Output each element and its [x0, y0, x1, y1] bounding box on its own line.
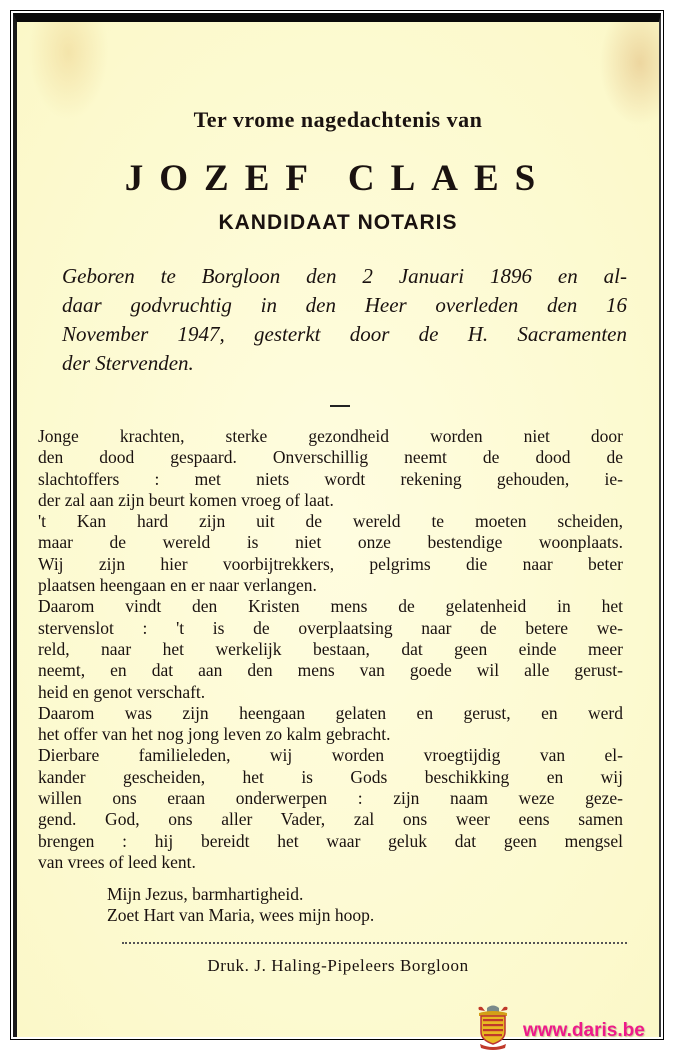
- body-line: Daarom vindt den Kristen mens de gelatenheid in het: [38, 596, 623, 617]
- bio-line: der Stervenden.: [62, 351, 194, 375]
- bio-line: November 1947, gesterkt door de H. Sacramenten: [62, 322, 627, 346]
- printer-credit: Druk. J. Haling-Pipeleers Borgloon: [207, 956, 469, 975]
- body-line: Jonge krachten, sterke gezondheid worden niet door: [38, 426, 623, 446]
- separator-dash: [330, 405, 350, 407]
- body-line: slachtoffers : met niets wordt rekening gehouden, ie-: [38, 468, 623, 489]
- body-line: Wij zijn hier voorbijtrekkers, pelgrims die naar beter: [38, 553, 623, 574]
- watermark[interactable]: [475, 1004, 665, 1052]
- body-line: het offer van het nog jong leven zo kalm gebracht.: [38, 724, 391, 745]
- intro-line: Ter vrome nagedachtenis van: [193, 107, 483, 132]
- body-line: Dierbare familieleden, wij worden vroegtijdig van el-: [38, 745, 623, 766]
- prayers: [107, 884, 374, 926]
- body-line: der zal aan zijn beurt komen vroeg of laat.: [38, 489, 334, 510]
- body-line: heid en genot verschaft.: [38, 681, 206, 702]
- body-line: plaatsen heengaan en er naar verlangen.: [38, 575, 317, 596]
- prayer-line: Mijn Jezus, barmhartigheid.: [107, 884, 304, 904]
- body-text: [38, 426, 623, 873]
- body-line: willen ons eraan onderwerpen : zijn naam weze geze-: [38, 788, 623, 809]
- body-line: stervenslot : 't is de overplaatsing naar de betere we-: [38, 617, 623, 638]
- body-line: Daarom was zijn heengaan gelaten en gerust, en werd: [38, 702, 623, 723]
- body-line: maar de wereld is niet onze bestendige woonplaats.: [38, 532, 623, 553]
- body-line: den dood gespaard. Onverschillig neemt de dood de: [38, 447, 623, 468]
- bio-line: daar godvruchtig in den Heer overleden den 16: [62, 293, 627, 317]
- dotted-divider: [122, 942, 627, 944]
- memorial-card: [13, 13, 661, 1041]
- deceased-title: KANDIDAAT NOTARIS: [218, 211, 458, 234]
- prayer-line: Zoet Hart van Maria, wees mijn hoop.: [107, 905, 375, 925]
- body-line: van vrees of leed kent.: [38, 851, 196, 872]
- biography: [62, 262, 627, 378]
- body-line: reld, naar het werkelijk bestaan, dat geen einde meer: [38, 638, 623, 659]
- bio-line: Geboren te Borgloon den 2 Januari 1896 en al-: [62, 264, 627, 288]
- body-line: neemt, en dat aan den mens van goede wil alle gerust-: [38, 660, 623, 681]
- body-line: gend. God, ons aller Vader, zal ons weer eens samen: [38, 809, 623, 830]
- crest-icon: [475, 1004, 511, 1050]
- body-line: brengen : hij bereidt het waar geluk dat geen mengsel: [38, 830, 623, 851]
- watermark-link[interactable]: www.daris.be: [523, 1020, 645, 1041]
- body-line: kander gescheiden, het is Gods beschikking en wij: [38, 766, 623, 787]
- body-line: 't Kan hard zijn uit de wereld te moeten scheiden,: [38, 511, 623, 532]
- deceased-name: JOZEF CLAES: [124, 158, 552, 199]
